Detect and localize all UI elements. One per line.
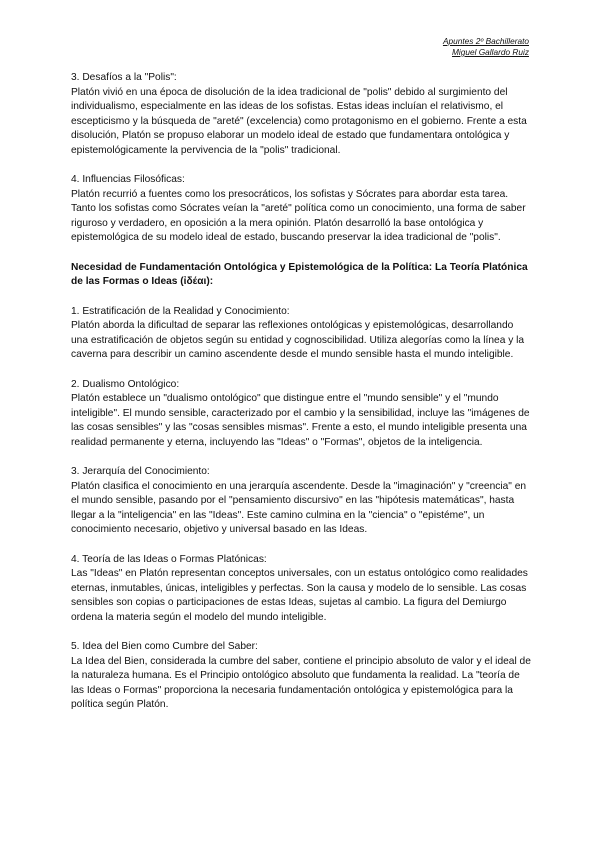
section-body: Platón establece un "dualismo ontológico" que distingue entre el "mundo sensible" y el "mundo inteligible". El mundo sensible, caracterizado por el cambio y la sensibilidad, incluye las "imágenes de las cosas sensibles" y las "cosas sensibles mismas". Frente a esto, el mundo inteligible presenta una realidad permanente y eterna, incluyendo las "Ideas" o "Formas", objetos de la inteligencia. [71, 393, 530, 448]
section-desafios-polis [71, 71, 533, 158]
section-body: Platón vivió en una época de disolución de la idea tradicional de "polis" debido al surgimiento del individualismo, especialmente en las ideas de los sofistas. Estas ideas incluían el relativismo, el escepticismo y la búsqueda de "areté" (excelencia) como protagonismo en el gobierno. Frente a esta disolución, Platón se propuso elaborar un modelo ideal de estado que fundamentara ontológica y epistemológicamente la pervivencia de la "polis" tradicional. [71, 86, 527, 156]
header-course: Apuntes 2º Bachillerato [442, 36, 529, 46]
section-idea-bien [71, 640, 533, 713]
section-dualismo [71, 378, 533, 451]
header-author: Miguel Gallardo Ruiz [451, 47, 529, 57]
section-title: 1. Estratificación de la Realidad y Conocimiento: [71, 305, 290, 317]
section-title: 2. Dualismo Ontológico: [71, 378, 180, 390]
section-body: La Idea del Bien, considerada la cumbre del saber, contiene el principio absoluto de valor y el ideal de la naturaleza humana. Es el Principio ontológico absoluto que fundamenta la realidad. La "teoría de las Ideas o Formas" proporciona la necesaria fundamentación ontológica y epistemológica para la política según Platón. [71, 655, 531, 710]
page-header [443, 36, 529, 58]
section-title: 3. Desafíos a la "Polis": [71, 72, 177, 83]
main-heading: Necesidad de Fundamentación Ontológica y Epistemológica de la Política: La Teoría Platónica de las Formas o Ideas (ἰδέαι): [71, 261, 528, 287]
section-body: Platón aborda la dificultad de separar las reflexiones ontológicas y epistemológicas, desarrollando una estratificación de objetos según su entidad y cognoscibilidad. Utiliza alegorías como la línea y la caverna para describir un camino ascendente desde el mundo sensible hasta el mundo inteligible. [71, 320, 525, 360]
section-body: Platón recurrió a fuentes como los presocráticos, los sofistas y Sócrates para abordar esta tarea. Tanto los sofistas como Sócrates veían la "areté" política como un conocimiento, una forma de saber riguroso y verdadero, en oposición a la mera opinión. Platón desarrolló la base ontológica y epistemológica de su modelo ideal de estado, buscando preservar la idea tradicional de "polis". [71, 188, 526, 243]
section-title: 4. Influencias Filosóficas: [71, 174, 185, 185]
section-body: Las "Ideas" en Platón representan conceptos universales, con un estatus ontológico como realidades eternas, inmutables, únicas, inteligibles y perfectas. Son la causa y modelo de lo sensible. Las cosas sensibles son copias o participaciones de estas Ideas, sujetas al cambio. La figura del Demiurgo ordena la materia según el modelo del mundo inteligible. [71, 568, 528, 623]
document-body [71, 71, 533, 728]
section-body: Platón clasifica el conocimiento en una jerarquía ascendente. Desde la "imaginación" y "creencia" en el mundo sensible, pasando por el "pensamiento discursivo" en las "hipótesis matemáticas", hasta llegar a la "inteligencia" en las "Ideas". Este camino culmina en la "ciencia" o "epistéme", un conocimiento necesario, objetivo y universal basado en las Ideas. [71, 480, 527, 535]
section-jerarquia [71, 465, 533, 538]
section-title: 4. Teoría de las Ideas o Formas Platónicas: [71, 553, 267, 565]
section-title: 5. Idea del Bien como Cumbre del Saber: [71, 641, 258, 652]
section-title: 3. Jerarquía del Conocimiento: [71, 466, 210, 477]
section-teoria-ideas [71, 553, 533, 626]
section-estratificacion [71, 305, 533, 363]
section-influencias-filosoficas [71, 173, 533, 246]
